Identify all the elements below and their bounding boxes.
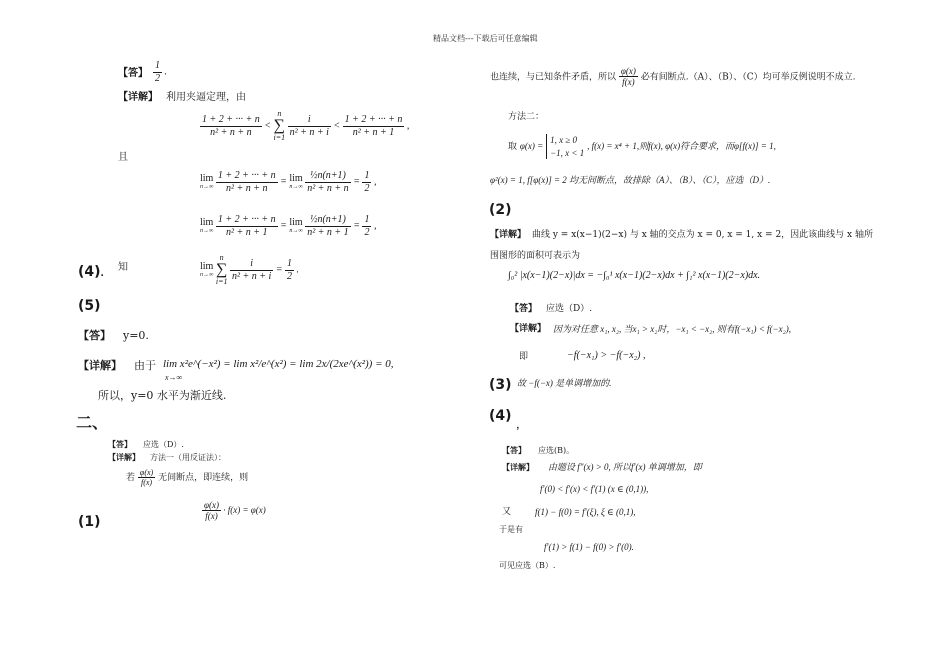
you-text: 又 [502, 507, 512, 517]
ji-formula: −f(−x₁) > −f(−x₂) , [567, 350, 646, 361]
answer-5-value: y=0. [123, 329, 149, 342]
limit-equation-2: lim n→∞ $\frac{1 + 2 + \cdot\cdot\cdot + n}{\text{n² + n + 1}}$ = lim n→∞ $\frac{\text{½n(n+1)}}{\text{n² + n + 1}}$ = $\frac{1}{2}$ , [200, 214, 377, 238]
detail-5-limit-sub: x→∞ [165, 373, 183, 382]
final-conclusion: 可见应选（B）. [499, 561, 556, 570]
qie-text: 且 [118, 152, 128, 163]
mean-value-theorem: f(1) − f(0) = f′(ξ), ξ ∈ (0,1), [535, 507, 636, 517]
part-two-heading: 二、 [76, 413, 109, 432]
detail-5-formula: lim x²e^(−x²) = lim x²/e^(x²) = lim 2x/(2xe^(x²)) = 0, [163, 358, 394, 370]
section-4-right-heading: (4) $_,$ [489, 408, 526, 431]
detail-2-label: 【详解】 [490, 230, 527, 240]
equation-phi-f: $\frac{\varphi(x)}{f(x)}$ · f(x) = φ(x) [204, 500, 266, 522]
answer-d-label: 【答】 [108, 439, 132, 449]
detail-label: 【详解】 [118, 92, 158, 103]
yushi-text: 于是有 [499, 525, 523, 534]
derivative-inequality: f′(0) < f′(x) < f′(1) (x ∈ (0,1)), [540, 484, 649, 494]
detail-text: 利用夹逼定理，由 [166, 92, 246, 103]
detail-4-text: 由题设 f″(x) > 0, 所以f′(x) 单调增加，即 [548, 462, 702, 472]
contradiction-line: 也连续，与已知条件矛盾，所以 $\frac{\varphi(x)}{f(x)}$ 必有间断点.（A）、（B）、（C）均可举反例说明不成立. [490, 66, 856, 88]
method-two: 方法二： [508, 112, 545, 122]
ji-text: 即 [519, 352, 529, 362]
squeeze-inequality: $\frac{1 + 2 + \cdot\cdot\cdot + n}{\text{n² + n + n}}$ < n ∑ i=1 $\frac{i}{\text{n² + n + i}}$ < $\frac{1 + 2 + \cdot\cdot\cdot + n}{\text{n² + n + 1}}$ , [202, 109, 410, 142]
phi-line-2: φ²(x) = 1, f[φ(x)] = 2 均无间断点，故排除（A）、（B）、（C），应选（D）. [490, 175, 771, 185]
page-header: 精品文档---下载后可任意编辑 [433, 34, 538, 43]
detail-2-text-2: 围图形的面积可表示为 [490, 251, 581, 261]
answer-4-label: 【答】 [502, 445, 526, 455]
ruo-line: 若 $\frac{\varphi(x)}{f(x)}$ 无间断点，即连续，则 [126, 468, 249, 488]
answer-3-text: 应选（D）. [546, 304, 593, 314]
section-3-text: 故 −f(−x) 是单调增加的. [517, 378, 612, 388]
section-5-heading: (5) [78, 298, 101, 314]
section-1-heading: (1) [78, 514, 101, 530]
phi-definition: 取 φ(x) = 1, x ≥ 0 −1, x < 1 , f(x) = x⁴ + 1,则f(x), φ(x)符合要求，而φ[f(x)] = 1, [508, 135, 776, 158]
area-integral: ∫₀² |x(x−1)(2−x)|dx = −∫₀¹ x(x−1)(2−x)dx + ∫₁² x(x−1)(2−x)dx. [508, 270, 761, 281]
section-3-heading: (3) [489, 377, 512, 393]
answer-4-text: 应选(B)。 [538, 446, 575, 455]
detail-2-text: 曲线 y = x(x−1)(2−x) 与 x 轴的交点为 x = 0, x = 1, x = 2，因此该曲线与 x 轴所 [532, 230, 873, 240]
conclusion-5: 所以，y=0 水平为渐近线. [98, 389, 227, 402]
section-2-heading: (2) [489, 202, 512, 218]
detail-4-label: 【详解】 [502, 462, 534, 472]
section-4-heading: (4). [78, 264, 104, 280]
answer-label: 【答】 [118, 68, 148, 79]
answer-3-label: 【答】 [510, 304, 538, 314]
final-inequality: f′(1) > f(1) − f(0) > f′(0). [544, 542, 634, 552]
zhi-text: 知 [118, 262, 128, 273]
answer-5-label: 【答】 [78, 329, 111, 342]
detail-d-text: 方法一（用反证法）： [150, 453, 226, 462]
limit-equation-1: lim n→∞ $\frac{1 + 2 + \cdot\cdot\cdot + n}{\text{n² + n + n}}$ = lim n→∞ $\frac{\text{½n(n+1)}}{\text{n² + n + n}}$ = $\frac{1}{2}$ , [200, 170, 377, 194]
detail-3-text: 因为对任意 x₁, x₂, 当x₁ > x₂时，−x₁ < −x₂, 则有f(−x₁) < f(−x₂), [553, 324, 791, 334]
detail-5-label: 【详解】 [78, 359, 122, 372]
detail-3-label: 【详解】 [510, 324, 547, 334]
limit-equation-3: lim n→∞ n ∑ i=1 $\frac{i}{\text{n² + n + i}}$ = $\frac{1}{2}$ . [200, 253, 299, 286]
answer-fraction: $\frac{1}{2}$ . [155, 60, 167, 84]
answer-d-text: 应选（D）. [143, 440, 184, 449]
detail-d-label: 【详解】 [108, 452, 140, 462]
detail-5-text: 由于 [134, 359, 156, 372]
